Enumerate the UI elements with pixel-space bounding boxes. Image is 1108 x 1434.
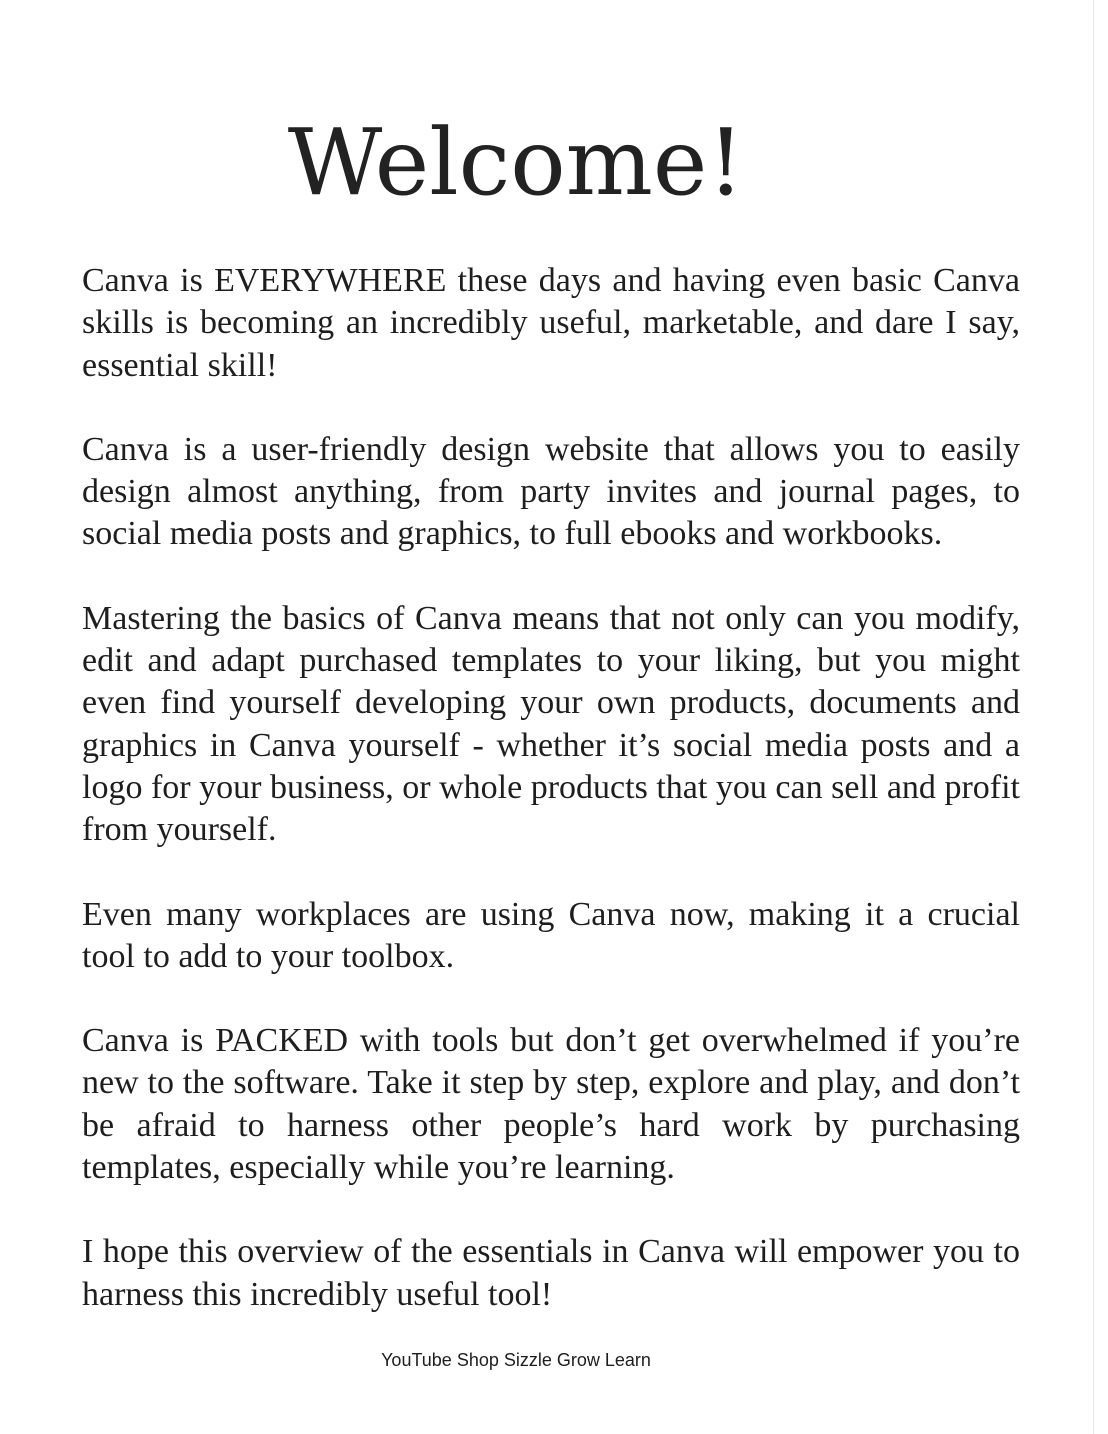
- page-title: Welcome!: [287, 109, 745, 216]
- paragraph-packed-with-tools: Canva is PACKED with tools but don’t get overwhelmed if you’re new to the software. Take it step by step, explore and play, and don’t be afraid to harness other people’s hard work by purchasing templates, especially while you’re learning.: [82, 1022, 1020, 1187]
- paragraph-workplaces: Even many workplaces are using Canva now, making it a crucial tool to add to your toolbox.: [82, 895, 1020, 975]
- page-edge-divider: [1093, 0, 1094, 1434]
- paragraph-closing: I hope this overview of the essentials in Canva will empower you to harness this incredibly useful tool!: [82, 1233, 1020, 1313]
- page-footer: YouTube Shop Sizzle Grow Learn: [381, 1350, 651, 1370]
- body-text: [82, 260, 1020, 1316]
- paragraph-intro: Canva is EVERYWHERE these days and having even basic Canva skills is becoming an incredibly useful, marketable, and dare I say, essential skill!: [82, 262, 1020, 384]
- paragraph-what-is-canva: Canva is a user-friendly design website that allows you to easily design almost anything, from party invites and journal pages, to social media posts and graphics, to full ebooks and workbooks.: [82, 430, 1020, 553]
- paragraph-mastering-basics: Mastering the basics of Canva means that not only can you modify, edit and adapt purchased templates to your liking, but you might even find yourself developing your own products, documents and graphics in Canva yourself - whether it’s social media posts and a logo for your business, or whole products that you can sell and profit from yourself.: [82, 599, 1020, 849]
